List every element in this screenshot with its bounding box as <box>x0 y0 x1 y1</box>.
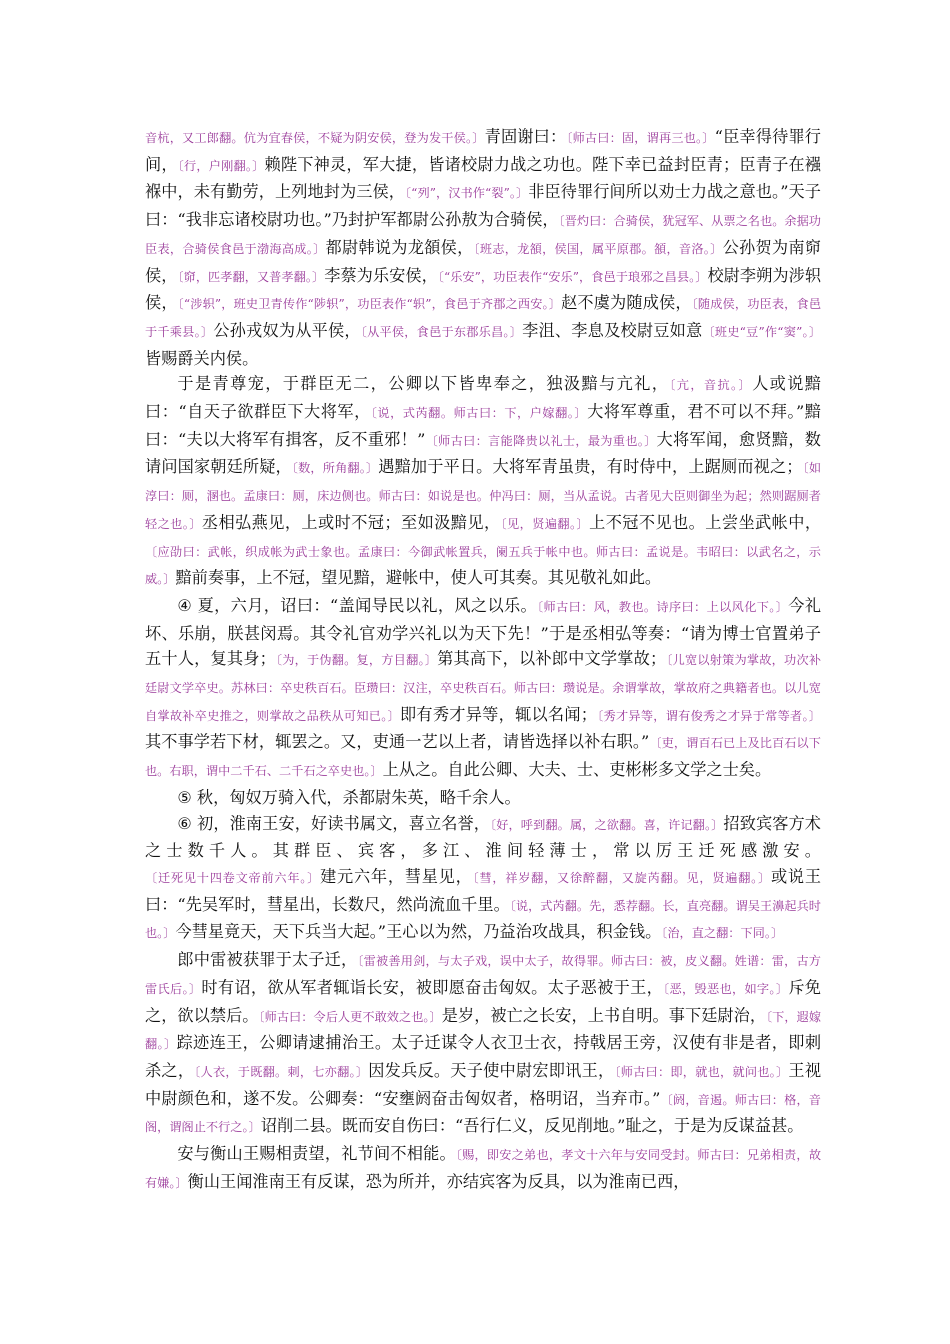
main-text: 黯前奏事，上不冠，望见黯，避帐中，使人可其奏。其见敬礼如此。 <box>175 568 662 588</box>
annotation-note: 〔说，式芮翻。先，悉荐翻。长，直亮翻。谓吴王濞起兵时也。〕 <box>145 898 821 941</box>
main-text: 今彗星竟天，天下兵当大起。”王心以为然，乃益治攻战具，积金钱。 <box>175 922 662 942</box>
paragraph <box>145 947 821 1141</box>
main-text: 即有秀才异等，辄以名闻； <box>400 704 597 724</box>
section-number: ⑥ <box>177 813 192 833</box>
annotation-note: 〔师古曰：令后人更不敢效之也。〕 <box>258 1009 442 1024</box>
annotation-note: 〔儿宽以射策为掌故，功次补廷尉文学卒史。苏林曰：卒史秩百石。臣瓒曰：汉注，卒史秩百石。师古曰：瓒说是。余谓掌故，掌故府之典籍者也。以儿宽自掌故补卒史推之，则掌故之品秩从可知已。〕 <box>145 653 822 723</box>
main-text: 公孙戎奴为从平侯， <box>213 320 361 340</box>
main-text: 皆赐爵关内侯。 <box>145 348 259 368</box>
annotation-note: 〔行，户刚翻。〕 <box>177 158 265 173</box>
main-text: 招致宾客方术之士数千人。其群臣、宾客，多江、淮间轻薄士，常以厉王迁死感激安。 <box>145 813 821 861</box>
main-text: 初，淮南王安，好读书属文，喜立名誉， <box>191 813 491 833</box>
paragraph <box>145 593 821 785</box>
main-text: 赵不虞为随成侯， <box>561 293 692 313</box>
annotation-note: 〔迁死见十四卷文帝前六年。〕 <box>145 870 321 885</box>
paragraph <box>145 1141 821 1196</box>
main-text: 青固谢曰： <box>484 127 567 146</box>
paragraph <box>145 785 821 811</box>
annotation-note: 〔从平侯，食邑于东郡乐昌。〕 <box>360 324 523 339</box>
annotation-note: 〔师古曰：风，教也。诗序曰：上以风化下。〕 <box>537 599 789 614</box>
section-number: ⑤ <box>177 787 192 807</box>
main-text: 上从之。自此公卿、大夫、士、吏彬彬多文学之士矣。 <box>382 760 772 780</box>
annotation-note: 〔赐，即安之弟也，孝文十六年与安同受封。师古曰：兄弟相责，故有嫌。〕 <box>145 1148 822 1190</box>
annotation-note: 〔见，贤遍翻。〕 <box>500 516 590 531</box>
main-text: 夏，六月，诏曰：“盖闻导民以礼，风之以乐。 <box>192 595 538 615</box>
annotation-note: 〔如淳曰：厕，溷也。孟康曰：厕，床边侧也。师古曰：如说是也。仲冯曰：厕，当从孟说。古者见大臣则御坐为起；然则踞厕者轻之也。〕 <box>145 461 822 531</box>
annotation-note: 〔随成侯，功臣表，食邑于千乘县。〕 <box>145 297 822 339</box>
main-text: 秋，匈奴万骑入代，杀都尉朱英，略千余人。 <box>191 787 521 807</box>
main-text: 踪迹连王，公卿请逮捕治王。太子迁谋令人衣卫士衣，持戟居王旁，汉使有非是者，即刺杀之， <box>145 1033 822 1080</box>
annotation-note: 〔阏，音遏。师古曰：格，音阁，谓阁止不行之。〕 <box>145 1092 821 1135</box>
main-text: 时有诏，欲从军者辄诣长安，被即愿奋击匈奴。太子恶被于王， <box>201 977 664 997</box>
main-text: 建元六年，彗星见， <box>320 866 473 886</box>
main-text: 非臣待罪行间所以劝士力战之意也。”天子曰：“我非忘诸校尉功也。”乃封护军都尉公孙敖为合骑侯， <box>145 182 821 230</box>
annotation-note: 〔彗，祥岁翻，又徐醉翻，又旋芮翻。见，贤遍翻。〕 <box>472 870 771 885</box>
main-text: 上不冠不见也。上尝坐武帐中， <box>589 512 822 532</box>
annotation-note: 〔班史“豆”作“窦”。〕 <box>702 324 822 339</box>
main-text: 是岁，被亡之长安，上书自明。事下廷尉治， <box>441 1005 767 1025</box>
main-text: 于是青尊宠，于群臣无二，公卿以下皆卑奉之，独汲黯与亢礼， <box>177 374 670 394</box>
main-text: 郎中雷被获罪于太子迁， <box>177 950 358 970</box>
main-text: “臣幸得待罪行间， <box>145 127 821 174</box>
document-page <box>145 124 821 1196</box>
annotation-note: 〔恶，毁恶也，如字。〕 <box>663 981 789 996</box>
main-text: 李沮、李息及校尉豆如意 <box>522 320 703 340</box>
annotation-note: 〔“涉轵”，班史卫青传作“陟轵”，功臣表作“轵”，食邑于齐郡之西安。〕 <box>177 297 562 312</box>
annotation-note: 〔为，于伪翻。复，方目翻。〕 <box>275 653 438 668</box>
annotation-note: 〔雷被善用剑，与太子戏，误中太子，故得罪。师古曰：被，皮义翻。姓谱：雷，古方雷氏后。〕 <box>145 954 821 996</box>
main-text: 安与衡山王赐相责望，礼节间不相能。 <box>177 1144 456 1164</box>
main-text: 都尉韩说为龙頟侯， <box>325 237 474 257</box>
main-text: 校尉李朔为涉轵侯， <box>145 265 822 313</box>
main-text: 斥免之，欲以禁后。 <box>145 977 821 1025</box>
section-number: ④ <box>177 595 193 615</box>
annotation-note: 〔亢，音抗。〕 <box>669 378 753 393</box>
paragraph <box>145 811 821 948</box>
annotation-note: 〔吏，谓百石已上及比百石以下也。右职，谓中二千石、二千石之卒史也。〕 <box>145 736 821 779</box>
annotation-note: 〔好，呼到翻。属，之欲翻。喜，许记翻。〕 <box>490 817 724 832</box>
annotation-note: 〔师古曰：固，谓再三也。〕 <box>566 131 715 145</box>
main-text: 丞相弘燕见，上或时不冠；至如汲黯见， <box>201 512 501 532</box>
main-text: 李蔡为乐安侯， <box>324 265 438 285</box>
annotation-note: 〔秀才异等，谓有俊秀之才异于常等者。〕 <box>596 708 821 723</box>
annotation-note: 〔人衣，于既翻。刺，七亦翻。〕 <box>194 1064 369 1079</box>
annotation-note: 〔应劭曰：武帐，织成帐为武士象也。孟康曰：今御武帐置兵，阑五兵于帐中也。师古曰：孟说是。韦昭曰：以武名之，示威。〕 <box>145 544 821 587</box>
paragraph <box>145 371 821 593</box>
main-text: 赖陛下神灵，军大捷，皆诸校尉力战之功也。陛下幸已益封臣青；臣青子在襁褓中，未有勤劳，上列地封为三侯， <box>145 154 821 202</box>
annotation-note: 〔师古曰：即，就也，就问也。〕 <box>614 1064 789 1079</box>
main-text: 第其高下，以补郎中文学掌故； <box>437 649 667 669</box>
annotation-note: 〔数，所角翻。〕 <box>291 461 379 476</box>
annotation-note: 〔师古曰：言能降贵以礼士，最为重也。〕 <box>425 433 657 448</box>
main-text: 大将军尊重，君不可以不拜。”黯曰：“夫以大将军有揖客，反不重邪！” <box>145 402 821 449</box>
annotation-note: 〔“列”，汉书作“裂”。〕 <box>405 186 529 201</box>
paragraph <box>145 124 821 371</box>
main-text: 遇黯加于平日。大将军青虽贵，有时侍中，上踞厕而视之； <box>378 457 803 477</box>
annotation-note: 〔治，直之翻：下同。〕 <box>661 926 784 941</box>
main-text: 王视中尉颜色和，遂不发。公卿奏：“安壅阏奋击匈奴者，格明诏，当弃市。” <box>145 1060 822 1108</box>
main-text: 今礼坏、乐崩，朕甚闵焉。其令礼官劝学兴礼以为天下先！”于是丞相弘等奏：“请为博士官置弟子五十人，复其身； <box>145 595 822 669</box>
annotation-note: 音杭，又工郎翻。伉为宜春侯，不疑为阴安侯，登为发干侯。〕 <box>145 131 485 145</box>
main-text: 衡山王闻淮南王有反谋，恐为所并，亦结宾客为反具，以为淮南已西， <box>187 1171 690 1191</box>
main-text: 或说王曰：“先吴军时，彗星出，长数尺，然尚流血千里。 <box>145 866 822 914</box>
annotation-note: 〔班志，龙頟，侯国，属平原郡。頟，音洛。〕 <box>473 241 723 256</box>
annotation-note: 〔下，遐嫁翻。〕 <box>145 1009 822 1052</box>
annotation-note: 〔“乐安”，功臣表作“安乐”，食邑于琅邪之昌县。〕 <box>437 269 708 284</box>
annotation-note: 〔说，式芮翻。师古曰：下，户嫁翻。〕 <box>370 406 588 421</box>
main-text: 人或说黯曰：“自天子欲群臣下大将军， <box>145 374 821 422</box>
main-text: 因发兵反。天子使中尉宏即讯王， <box>368 1060 615 1080</box>
main-text: 大将军闻，愈贤黯，数请问国家朝廷所疑， <box>145 429 821 477</box>
main-text: 公孙贺为南窌侯， <box>145 237 822 285</box>
main-text: 其不事学若下材，辄罢之。又，吏通一艺以上者，请皆选择以补右职。” <box>145 732 650 752</box>
annotation-note: 〔窌，匹孝翻，又普孝翻。〕 <box>177 269 325 284</box>
annotation-note: 〔晋灼曰：合骑侯，犹冠军、从票之名也。余据功臣表，合骑侯食邑于渤海高成。〕 <box>145 214 821 256</box>
main-text: 诏削二县。既而安自伤曰：“吾行仁义，反见削地。”耻之，于是为反谋益甚。 <box>260 1116 804 1136</box>
